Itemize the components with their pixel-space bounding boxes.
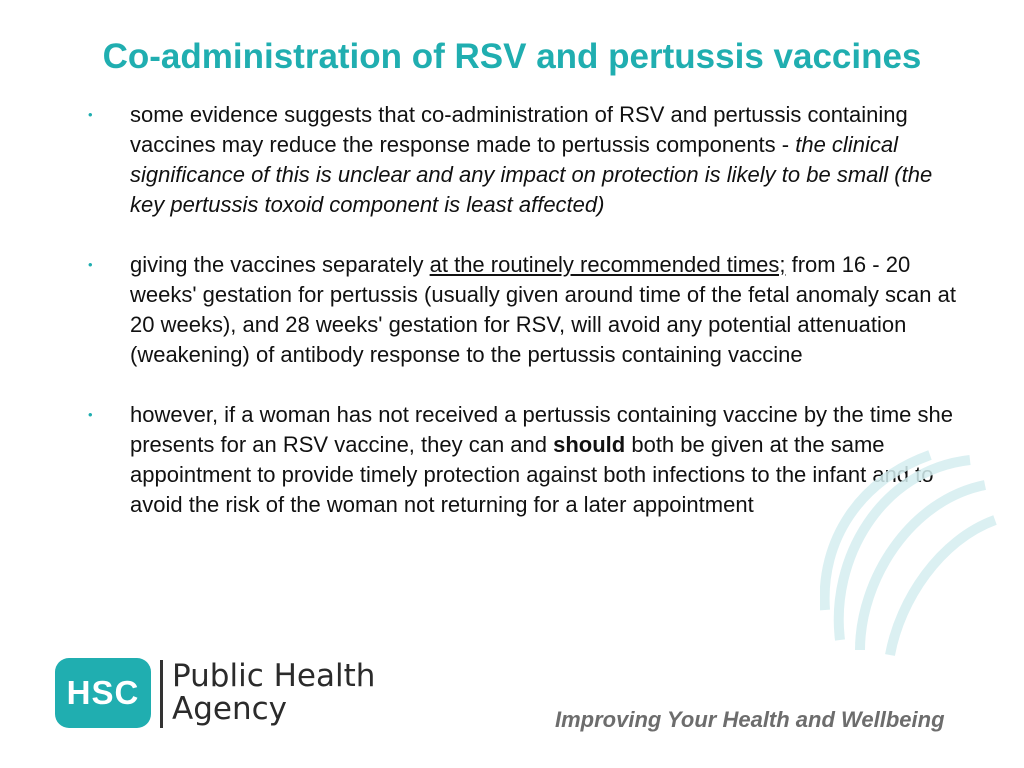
hsc-logo: HSC <box>55 658 151 728</box>
swirl-watermark-icon <box>820 440 1000 660</box>
bullet-marker: • <box>88 107 93 122</box>
bullet-marker: • <box>88 407 93 422</box>
bullet-3-bold-text: should <box>553 432 626 457</box>
bullet-marker: • <box>88 257 93 272</box>
bullet-item-1 <box>88 100 968 220</box>
bullet-2-text-end: from 16 - 20 weeks' gestation for pertussis (usually given around time of the fetal anomaly scan at 20 weeks), and 28 weeks' gestation for RSV, will avoid any potential attenuation (weakening) of antibody response to the pertussis containing vaccine <box>130 252 956 367</box>
bullet-1-italic-text: the clinical significance of this is unclear and any impact on protection is likely to be small (the key pertussis toxoid component is least affected) <box>130 132 933 217</box>
organization-name-line-2: Agency <box>172 691 287 727</box>
bullet-2-text-start: giving the vaccines separately <box>130 252 430 277</box>
bullet-item-2 <box>88 250 968 370</box>
organization-name <box>172 660 375 726</box>
bullet-1-text: some evidence suggests that co-administration of RSV and pertussis containing vaccines may reduce the response made to pertussis components - <box>130 102 908 157</box>
bullet-3-text-start: however, if a woman has not received a pertussis containing vaccine by the time she presents for an RSV vaccine, they can and <box>130 402 954 457</box>
organization-name-line-1: Public Health <box>172 658 376 694</box>
bullet-3-text-end: both be given at the same appointment to provide timely protection against both infections to the infant and to avoid the risk of the woman not returning for a later appointment <box>130 432 934 517</box>
logo-divider <box>160 660 163 728</box>
bullet-2-underlined-text: at the routinely recommended times; <box>429 252 786 277</box>
slide-title: Co-administration of RSV and pertussis vaccines <box>102 37 922 76</box>
tagline: Improving Your Health and Wellbeing <box>555 707 945 732</box>
